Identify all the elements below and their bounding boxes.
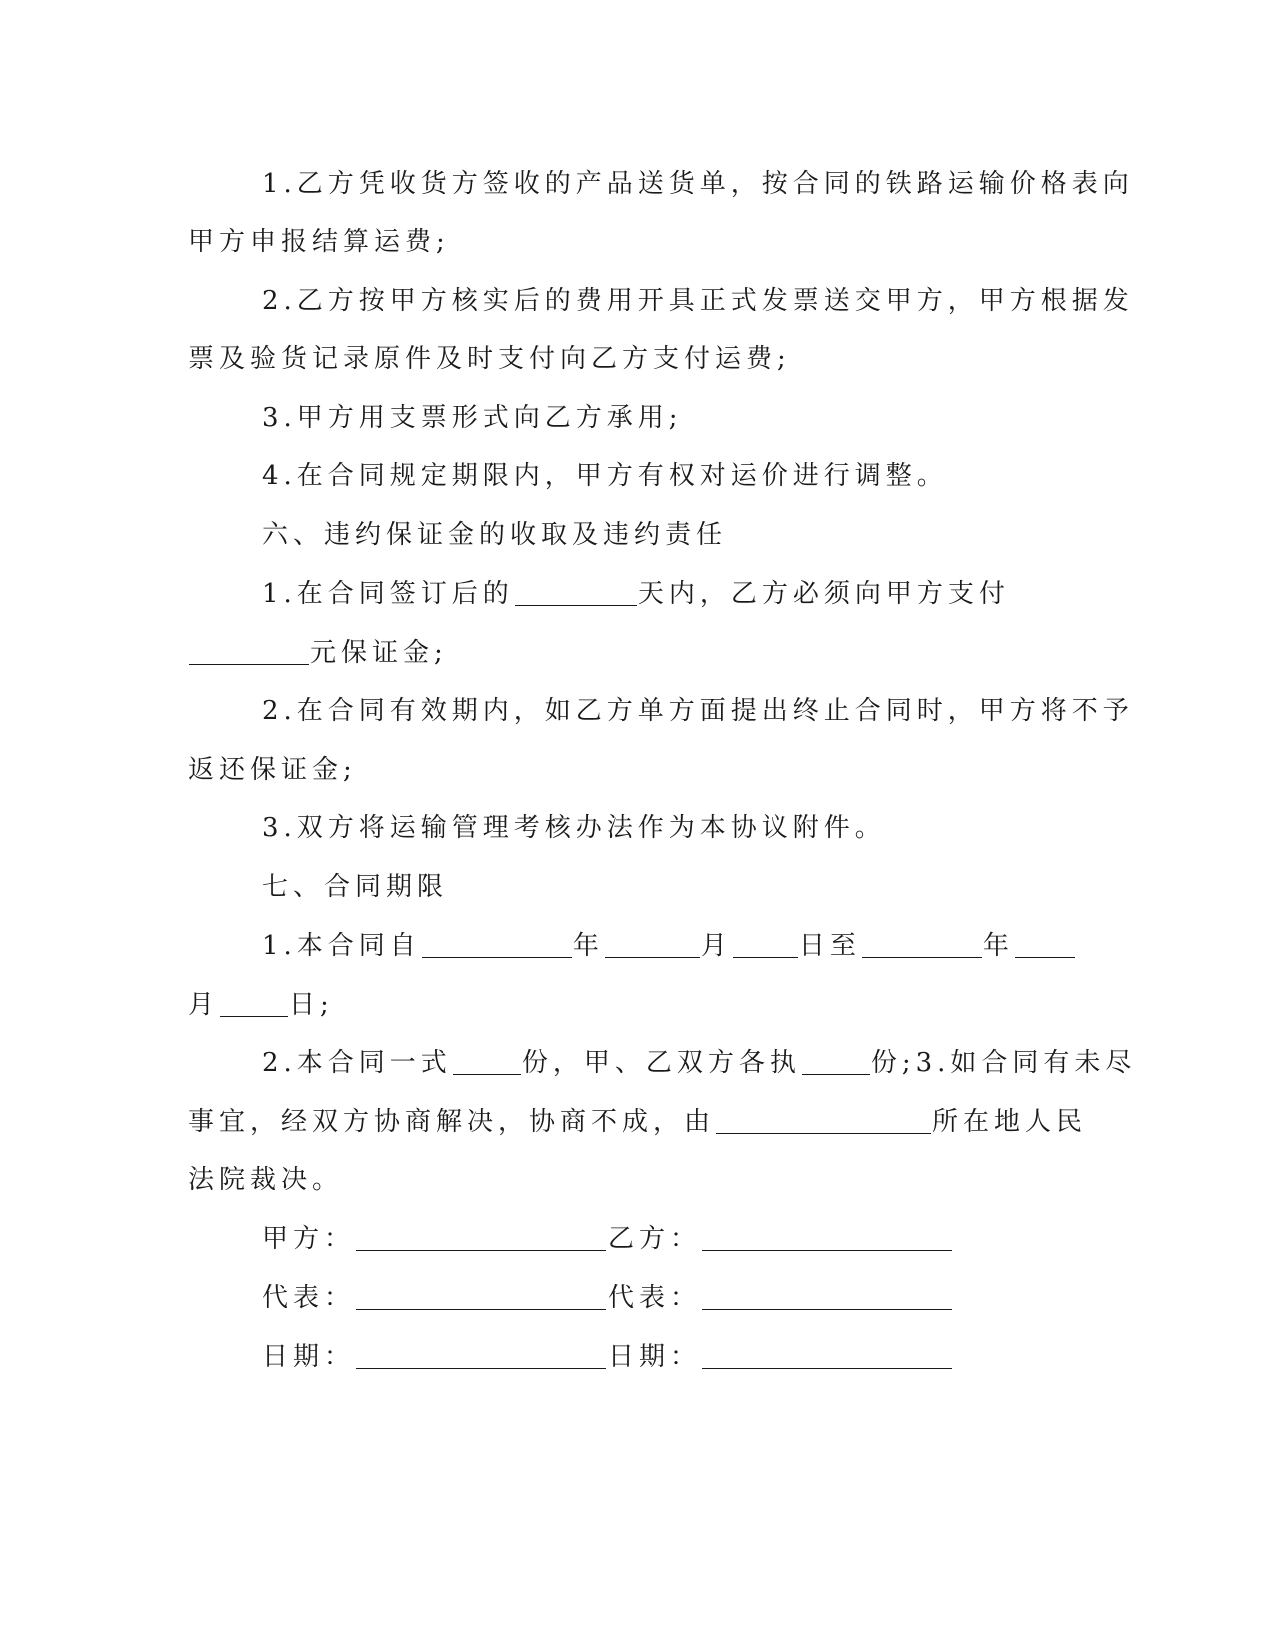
dispute-clause-text: 份;3.如合同有未尽 [870,1048,1137,1078]
party-a-label: 甲方： [262,1224,356,1254]
start-day-blank [733,931,798,958]
section-6-item-3: 3.双方将运输管理考核办法作为本协议附件。 [262,813,886,843]
section-6-item-1-text-c: 元保证金; [310,638,448,668]
party-b-row [608,1222,953,1256]
month-label-1: 月 [700,931,732,961]
section-7-item-2-line-2 [188,1105,1087,1139]
copies-label: 2.本合同一式 [262,1048,452,1078]
date-a-label: 日期： [262,1342,356,1372]
section-6-item-2-line-1: 2.在合同有效期内，如乙方单方面提出终止合同时，甲方将不予 [262,696,1134,726]
section-6-heading: 六、违约保证金的收取及违约责任 [262,520,728,550]
clause-1-line-2: 甲方申报结算运费; [188,227,450,257]
month-label-2: 月 [188,990,220,1020]
section-7-item-1-line-2 [188,988,334,1022]
clause-2-line-1: 2.乙方按甲方核实后的费用开具正式发票送交甲方，甲方根据发 [262,286,1134,316]
rep-a-blank [356,1283,606,1310]
section-7-heading: 七、合同期限 [262,872,449,902]
clause-1-line-1: 1.乙方凭收货方签收的产品送货单，按合同的铁路运输价格表向 [262,169,1134,199]
end-month-blank-start [1015,931,1075,958]
start-year-blank [422,931,572,958]
section-7-item-2-line-1 [262,1046,1136,1080]
date-b-label: 日期： [608,1342,702,1372]
each-copies-blank [802,1048,870,1075]
rep-b-label: 代表： [608,1283,702,1313]
section-7-item-2-line-3: 法院裁决。 [188,1165,344,1195]
date-a-row [262,1340,607,1374]
total-copies-blank [453,1048,521,1075]
year-label-1: 年 [572,931,604,961]
rep-a-label: 代表： [262,1283,356,1313]
end-day-blank [220,990,288,1017]
rep-a-row [262,1281,607,1315]
court-location-blank [716,1107,931,1134]
dispute-text-a: 事宜，经双方协商解决，协商不成，由 [188,1107,716,1137]
day-to-label: 日至 [798,931,861,961]
rep-b-row [608,1281,953,1315]
date-b-row [608,1340,953,1374]
party-b-label: 乙方： [608,1224,702,1254]
clause-3: 3.甲方用支票形式向乙方承用; [262,403,683,433]
party-a-row [262,1222,607,1256]
rep-b-blank [702,1283,952,1310]
each-party-label: 份，甲、乙双方各执 [521,1048,801,1078]
section-6-item-1-line-2 [188,636,448,670]
section-7-item-1-line-1 [262,929,1076,963]
start-month-blank [605,931,700,958]
end-year-blank [862,931,982,958]
days-blank [515,579,637,606]
deposit-amount-blank [189,638,309,665]
dispute-text-b: 所在地人民 [932,1107,1088,1137]
clause-2-line-2: 票及验货记录原件及时支付向乙方支付运费; [188,344,791,374]
year-label-2: 年 [982,931,1014,961]
section-6-item-1-text-b: 天内，乙方必须向甲方支付 [637,579,1010,609]
clause-4: 4.在合同规定期限内，甲方有权对运价进行调整。 [262,461,948,491]
date-b-blank [702,1342,952,1369]
term-from-label: 1.本合同自 [262,931,421,961]
section-6-item-1-line-1 [262,577,1010,611]
day-label-2: 日; [289,990,334,1020]
party-a-blank [356,1224,606,1251]
section-6-item-2-line-2: 返还保证金; [188,755,357,785]
party-b-blank [702,1224,952,1251]
date-a-blank [356,1342,606,1369]
section-6-item-1-text-a: 1.在合同签订后的 [262,579,514,609]
